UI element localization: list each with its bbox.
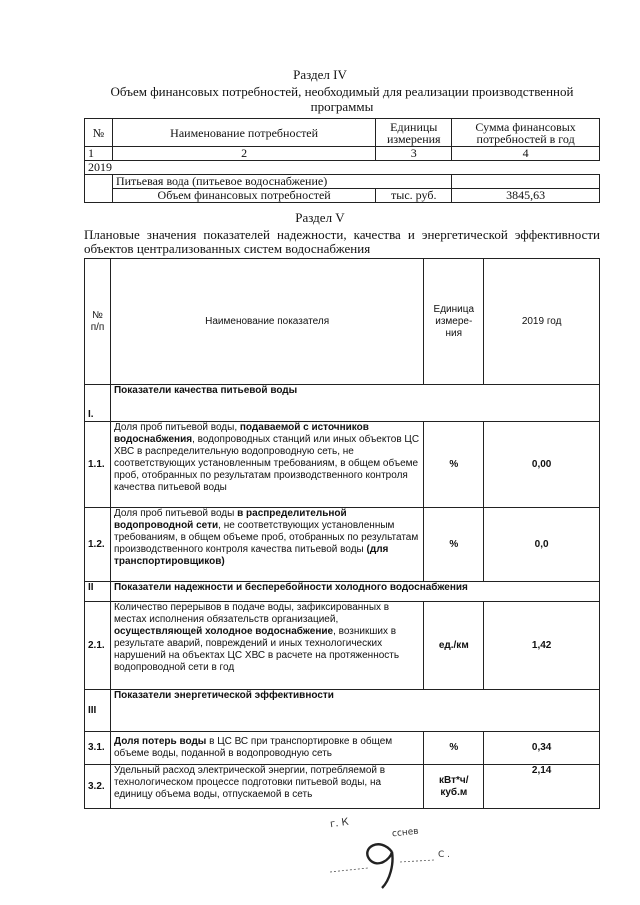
col-header-unit: Единицы измерения — [376, 119, 452, 147]
row-num: 1.2. — [85, 508, 111, 582]
section4-heading: Раздел IV — [293, 67, 347, 82]
header-unit: Единица измере-ния — [424, 259, 484, 385]
stamp-text: сснев — [391, 826, 420, 840]
row-num: 3.1. — [85, 732, 111, 765]
row-text-bold: осуществляющей холодное водоснабжение — [113, 626, 334, 637]
row-value: 0,00 — [484, 422, 600, 508]
row-name: Объем финансовых потребностей — [112, 189, 375, 203]
year-row: 2019 — [85, 161, 600, 175]
row-num: 1.1. — [85, 422, 111, 508]
row-name — [110, 732, 423, 765]
financial-needs-table — [84, 118, 600, 203]
row-unit: % — [424, 732, 484, 765]
col-num-3: 3 — [376, 147, 452, 161]
col-num-2: 2 — [112, 147, 375, 161]
section4-title: Объем финансовых потребностей, необходимый для реализации производственной программы — [110, 84, 574, 114]
col-header-name: Наименование потребностей — [112, 119, 375, 147]
row-name: Удельный расход электрической энергии, потребляемой в технологическом процессе подготовки питьевой воды, на единицу объема воды, отпускаемой в сеть — [110, 765, 423, 809]
row-unit: кВт*ч/куб.м — [424, 765, 484, 809]
header-name: Наименование показателя — [110, 259, 423, 385]
row-text-bold: в распределительной водопроводной сети — [113, 508, 347, 531]
group-title: Показатели надежности и бесперебойности холодного водоснабжения — [110, 582, 599, 602]
row-unit: тыс. руб. — [376, 189, 452, 203]
col-num-1: 1 — [85, 147, 113, 161]
section5-title: Плановые значения показателей надежности, качества и энергетической эффективности объектов централизованных систем водоснабжения — [84, 227, 600, 256]
header-year: 2019 год — [484, 259, 600, 385]
row-text-bold: подаваемой с источников водоснабжения — [113, 422, 369, 445]
row-value: 3845,63 — [452, 189, 600, 203]
col-header-num: № — [85, 119, 113, 147]
row-text: , возникших в результате аварий, повреждений и иных технологических нарушений на объектах ЦС ХВС в расчете на протяженность водопроводной сети в год — [113, 626, 400, 673]
indicators-table — [84, 258, 600, 809]
signature-mark — [330, 822, 470, 892]
row-unit: % — [424, 508, 484, 582]
row-text: Доля проб питьевой воды, — [113, 422, 240, 433]
row-text: , водопроводных станций или иных объектов ЦС ХВС в распределительную водопроводную сеть, не соответствующих установленным требованиям, в общем объеме проб, отобранных по результатам производственного контроля качества питьевой воды — [113, 434, 420, 493]
group-title: Показатели энергетической эффективности — [110, 690, 599, 732]
group-num: III — [85, 690, 111, 732]
col-header-sum: Сумма финансовых потребностей в год — [452, 119, 600, 147]
row-unit: % — [424, 422, 484, 508]
row-name — [110, 422, 423, 508]
col-num-4: 4 — [452, 147, 600, 161]
stamp-text: С . — [438, 850, 451, 860]
stamp-text: г. К — [329, 816, 350, 831]
row-value: 0,0 — [484, 508, 600, 582]
row-text-bold: Доля потерь воды — [113, 736, 207, 747]
row-text: в ЦС ВС при транспортировке в общем объеме воды, поданной в водопроводную сеть — [113, 736, 393, 759]
row-num: 3.2. — [85, 765, 111, 809]
row-text: , не соответствующих установленным требованиям, в общем объеме проб, отобранных по результатам производственного контроля качества питьевой воды — [113, 520, 419, 555]
group-title: Показатели качества питьевой воды — [110, 385, 599, 422]
row-num: 2.1. — [85, 602, 111, 690]
header-num: № п/п — [85, 259, 111, 385]
row-value: 0,34 — [484, 732, 600, 765]
row-unit: ед./км — [424, 602, 484, 690]
row-name — [110, 602, 423, 690]
row-text-bold: (для транспортировщиков) — [113, 544, 389, 567]
group-num: II — [85, 582, 111, 602]
row-name — [110, 508, 423, 582]
section5-heading: Раздел V — [295, 210, 345, 225]
group-row: Питьевая вода (питьевое водоснабжение) — [112, 175, 451, 189]
row-text: Количество перерывов в подаче воды, зафиксированных в местах исполнения обязательств организацией, — [113, 602, 390, 625]
row-value: 1,42 — [484, 602, 600, 690]
row-text: Доля проб питьевой воды — [113, 508, 238, 519]
group-num: I. — [85, 385, 111, 422]
row-value: 2,14 — [484, 765, 600, 809]
